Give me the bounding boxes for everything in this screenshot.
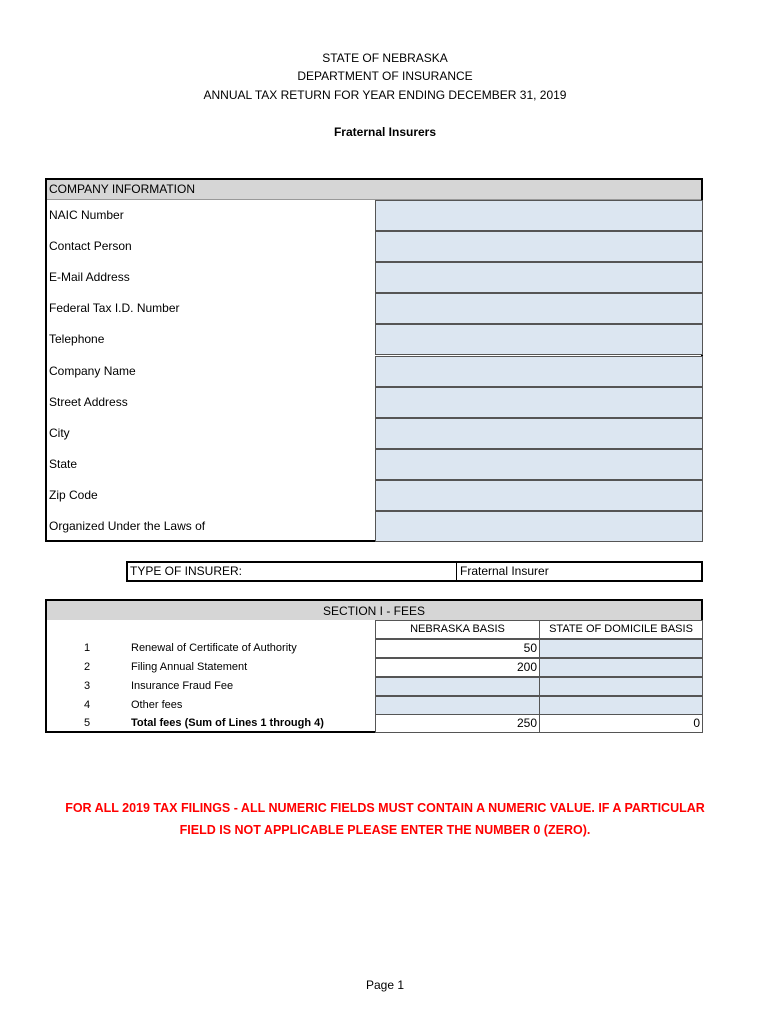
field-label: NAIC Number: [49, 208, 124, 222]
street-address-input[interactable]: [375, 387, 703, 418]
field-row-contact-person: [47, 231, 701, 262]
field-label: Street Address: [49, 395, 128, 409]
fraud-nebraska-input[interactable]: [375, 677, 540, 696]
type-of-insurer-value: Fraternal Insurer: [460, 564, 549, 578]
field-row-naic-number: [47, 200, 701, 231]
other-domicile-input[interactable]: [539, 696, 703, 715]
field-row-telephone: [47, 324, 701, 355]
organized-under-laws-input[interactable]: [375, 511, 703, 542]
email-address-input[interactable]: [375, 262, 703, 293]
fee-description: Filing Annual Statement: [131, 661, 248, 673]
field-label: Federal Tax I.D. Number: [49, 301, 180, 315]
type-of-insurer-row: [126, 561, 703, 582]
line-number: 3: [83, 680, 91, 692]
fee-description: Total fees (Sum of Lines 1 through 4): [131, 717, 324, 729]
fee-row-filing: [47, 658, 701, 677]
field-label: State: [49, 457, 78, 471]
filing-nebraska-input[interactable]: 200: [375, 658, 540, 677]
fee-row-renewal: [47, 639, 701, 658]
fee-row-fraud: [47, 677, 701, 696]
line-number: 4: [83, 699, 91, 711]
fee-description: Renewal of Certificate of Authority: [131, 642, 297, 654]
field-label: Zip Code: [49, 488, 98, 502]
divider: [456, 563, 457, 580]
line-number: 2: [83, 661, 91, 673]
zip-code-input[interactable]: [375, 480, 703, 511]
total-domicile-value: 0: [539, 714, 703, 733]
other-nebraska-input[interactable]: [375, 696, 540, 715]
numeric-fields-warning-line1: FOR ALL 2019 TAX FILINGS - ALL NUMERIC FIELDS MUST CONTAIN A NUMERIC VALUE. IF A PARTICULAR: [65, 801, 705, 815]
renewal-domicile-input[interactable]: [539, 639, 703, 658]
header-line-state: STATE OF NEBRASKA: [322, 51, 448, 65]
company-information-section: [45, 178, 703, 542]
field-label: City: [49, 426, 70, 440]
company-information-title: COMPANY INFORMATION: [47, 180, 701, 200]
renewal-nebraska-input[interactable]: 50: [375, 639, 540, 658]
field-row-federal-tax-id: [47, 293, 701, 324]
section-fees-title: SECTION I - FEES: [47, 601, 701, 620]
domicile-basis-header: STATE OF DOMICILE BASIS: [539, 620, 703, 639]
fee-description: Other fees: [131, 699, 183, 711]
header-line-department: DEPARTMENT OF INSURANCE: [297, 69, 473, 83]
contact-person-input[interactable]: [375, 231, 703, 262]
field-label: Company Name: [49, 364, 136, 378]
company-name-input[interactable]: [375, 356, 703, 387]
numeric-fields-warning-line2: FIELD IS NOT APPLICABLE PLEASE ENTER THE NUMBER 0 (ZERO).: [179, 823, 591, 837]
fee-row-total: [47, 714, 701, 733]
field-label: Contact Person: [49, 239, 132, 253]
line-number: 1: [83, 642, 91, 654]
fee-row-other: [47, 696, 701, 715]
field-label: Organized Under the Laws of: [49, 519, 206, 533]
field-row-street-address: [47, 387, 701, 418]
state-input[interactable]: [375, 449, 703, 480]
section-fees: [45, 599, 703, 733]
field-label: E-Mail Address: [49, 270, 130, 284]
federal-tax-id-input[interactable]: [375, 293, 703, 324]
field-row-company-name: [47, 356, 701, 387]
fraud-domicile-input[interactable]: [539, 677, 703, 696]
field-row-city: [47, 418, 701, 449]
line-number: 5: [83, 717, 91, 729]
type-of-insurer-label: TYPE OF INSURER:: [130, 564, 243, 578]
filing-domicile-input[interactable]: [539, 658, 703, 677]
total-nebraska-value: 250: [375, 714, 540, 733]
naic-number-input[interactable]: [375, 200, 703, 231]
field-row-organized-under-laws: [47, 511, 701, 542]
field-row-email-address: [47, 262, 701, 293]
nebraska-basis-header: NEBRASKA BASIS: [375, 620, 540, 639]
field-label: Telephone: [49, 332, 105, 346]
fee-description: Insurance Fraud Fee: [131, 680, 234, 692]
field-row-state: [47, 449, 701, 480]
page-subtitle: Fraternal Insurers: [333, 125, 437, 139]
header-line-return-title: ANNUAL TAX RETURN FOR YEAR ENDING DECEMBER 31, 2019: [203, 88, 567, 102]
city-input[interactable]: [375, 418, 703, 449]
field-row-zip-code: [47, 480, 701, 511]
telephone-input[interactable]: [375, 324, 703, 355]
page-number: Page 1: [365, 978, 405, 992]
